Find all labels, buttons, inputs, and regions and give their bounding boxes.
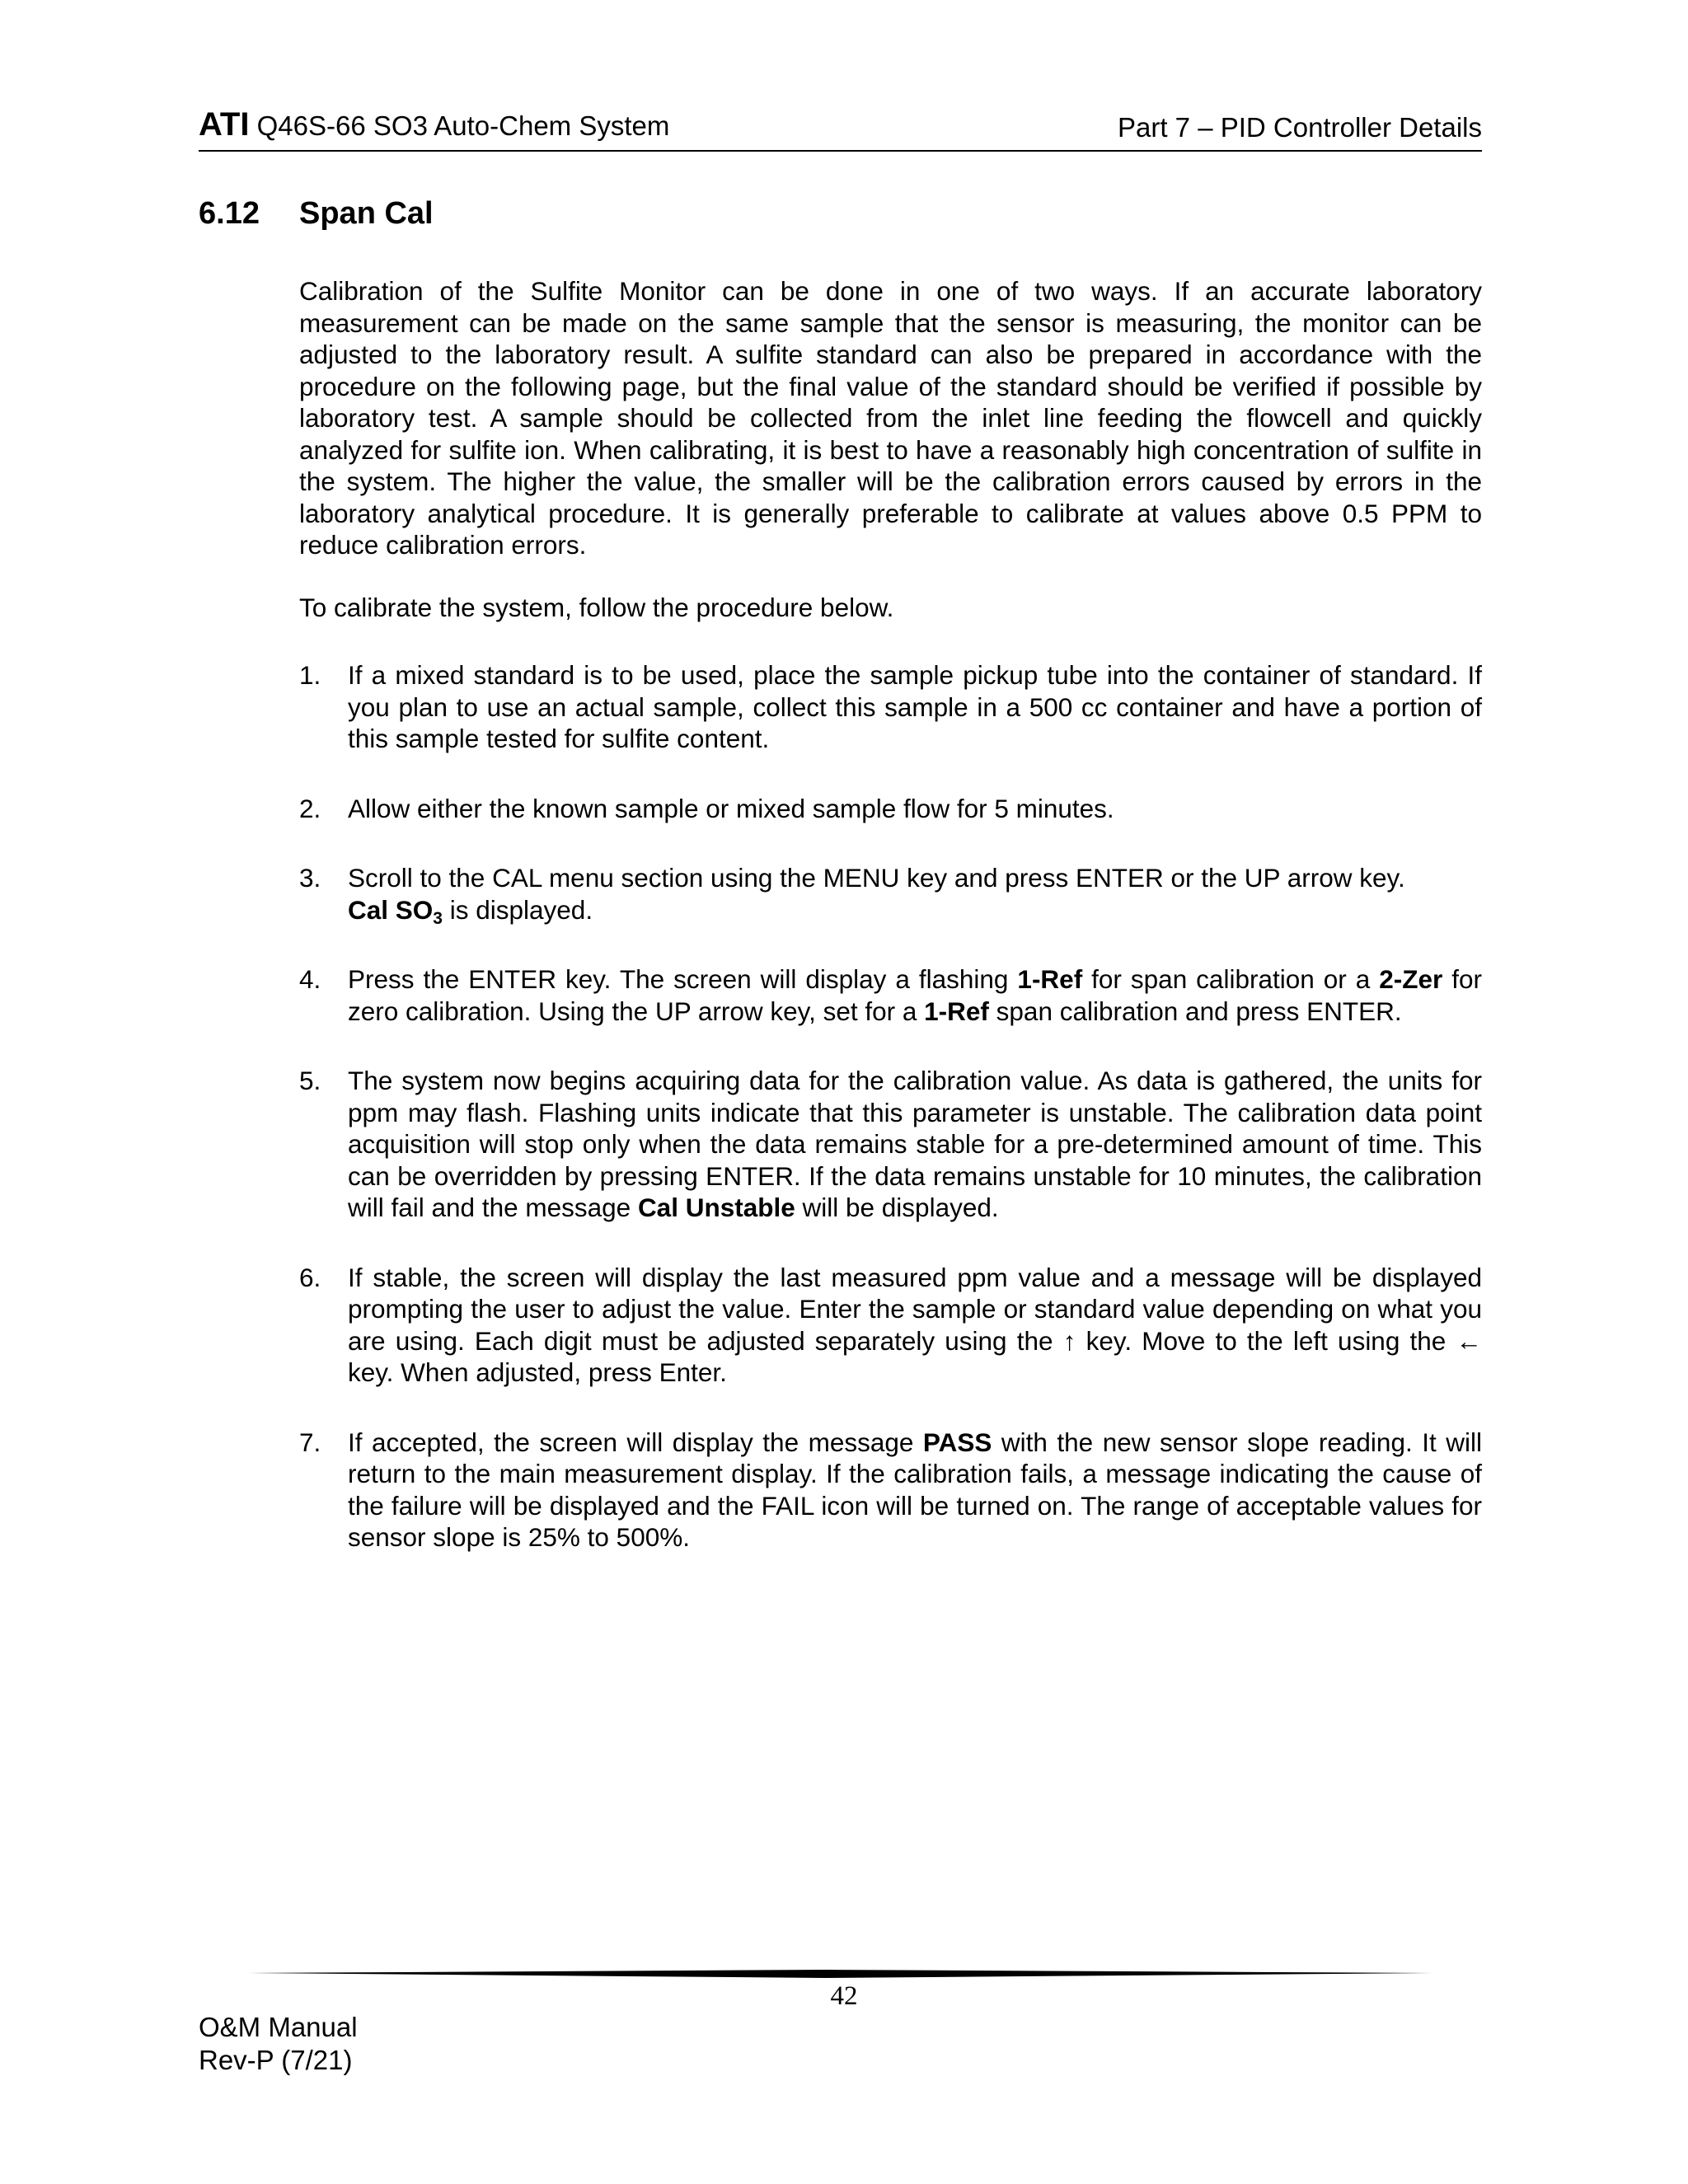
step-text: is displayed. bbox=[442, 894, 593, 925]
step-text: Press the ENTER key. The screen will display a flashing bbox=[348, 964, 1018, 994]
step-5 bbox=[299, 1065, 1482, 1224]
section-title: Span Cal bbox=[299, 196, 434, 231]
bold-term: Cal SO bbox=[348, 894, 434, 925]
step-number: 7. bbox=[299, 1427, 321, 1457]
bold-term: PASS bbox=[922, 1427, 992, 1457]
step-text: will be displayed. bbox=[795, 1193, 999, 1222]
footer-revision: Rev-P (7/21) bbox=[199, 2045, 353, 2075]
up-arrow-icon: ↑ bbox=[1062, 1325, 1076, 1356]
step-number: 6. bbox=[299, 1262, 321, 1292]
step-number: 4. bbox=[299, 964, 321, 994]
bold-term: 1-Ref bbox=[924, 996, 989, 1026]
step-text: Allow either the known sample or mixed sample flow for 5 minutes. bbox=[348, 793, 1114, 823]
step-text: The system now begins acquiring data for the calibration value. As data is gathered, the units for ppm may flash. Flashing units indicate that this parameter is unstable. The calibration data point acquisition will stop only when the data remains stable for a pre-determined amount of time. This can be overridden by pressing ENTER. If the data remains unstable for 10 minutes, the calibration will fail and the message bbox=[348, 1066, 1482, 1222]
bold-term: Cal Unstable bbox=[637, 1193, 795, 1222]
step-6 bbox=[299, 1262, 1482, 1389]
step-text: If accepted, the screen will display the message bbox=[348, 1427, 923, 1457]
step-text: If a mixed standard is to be used, place the sample pickup tube into the container of standard. If you plan to use an actual sample, collect this sample in a 500 cc container and have a portion of this sample tested for sulfite content. bbox=[348, 660, 1482, 753]
bold-term: 2-Zer bbox=[1379, 964, 1443, 994]
step-text: Scroll to the CAL menu section using the MENU key and press ENTER or the UP arrow key. bbox=[348, 863, 1405, 893]
bold-term: 1-Ref bbox=[1017, 964, 1083, 994]
step-4 bbox=[299, 963, 1482, 1027]
page-number: 42 bbox=[830, 1981, 858, 2011]
step-number: 1. bbox=[299, 660, 321, 690]
footer-info bbox=[199, 2011, 358, 2077]
step-number: 3. bbox=[299, 863, 321, 893]
procedure-intro: To calibrate the system, follow the procedure below. bbox=[299, 593, 894, 622]
step-2 bbox=[299, 793, 1482, 825]
step-text: for span calibration or a bbox=[1082, 964, 1380, 994]
step-1 bbox=[299, 659, 1482, 755]
procedure-steps bbox=[299, 659, 1482, 1591]
left-arrow-icon: ← bbox=[1456, 1325, 1482, 1356]
section-number: 6.12 bbox=[199, 196, 260, 231]
step-text: for zero calibration. Using the UP arrow key, set for a bbox=[348, 964, 1483, 1026]
step-text: If stable, the screen will display the last measured ppm value and a message will be displayed prompting the user to adjust the value. Enter the sample or standard value depending on what you are using. Each digit must be adjusted separately using the bbox=[348, 1262, 1482, 1356]
step-number: 5. bbox=[299, 1066, 321, 1095]
step-text: key. When adjusted, press Enter. bbox=[348, 1357, 727, 1387]
step-text: with the new sensor slope reading. It will return to the main measurement display. If the calibration fails, a message indicating the cause of the failure will be displayed and the FAIL icon will be turned on. The range of acceptable values for sensor slope is 25% to 500%. bbox=[348, 1427, 1482, 1552]
step-number: 2. bbox=[299, 793, 321, 823]
header-part: Part 7 – PID Controller Details bbox=[1117, 112, 1482, 143]
subscript: 3 bbox=[433, 908, 443, 928]
step-text: span calibration and press ENTER. bbox=[988, 996, 1402, 1026]
brand-logo-text: ATI bbox=[199, 106, 250, 143]
footer-rule bbox=[249, 1968, 1432, 1980]
step-7 bbox=[299, 1427, 1482, 1554]
section-heading bbox=[199, 196, 434, 232]
step-text: key. Move to the left using the bbox=[1076, 1325, 1456, 1356]
menu-label-cal-so3 bbox=[348, 894, 443, 928]
intro-paragraph: Calibration of the Sulfite Monitor can be done in one of two ways. If an accurate laboratory measurement can be made on the same sample that the sensor is measuring, the monitor can be adjusted to the laboratory result. A sulfite standard can also be prepared in accordance with the procedure on the following page, but the final value of the standard should be verified if possible by laboratory test. A sample should be collected from the inlet line feeding the flowcell and quickly analyzed for sulfite ion. When calibrating, it is best to have a reasonably high concentration of sulfite in the system. The higher the value, the smaller will be the calibration errors caused by errors in the laboratory analytical procedure. It is generally preferable to calibrate at values above 0.5 PPM to reduce calibration errors. bbox=[299, 276, 1482, 560]
page-header bbox=[199, 104, 1482, 152]
footer-manual: O&M Manual bbox=[199, 2012, 358, 2042]
step-3 bbox=[299, 862, 1482, 926]
header-title bbox=[199, 106, 669, 143]
header-product: Q46S-66 SO3 Auto-Chem System bbox=[249, 110, 670, 141]
